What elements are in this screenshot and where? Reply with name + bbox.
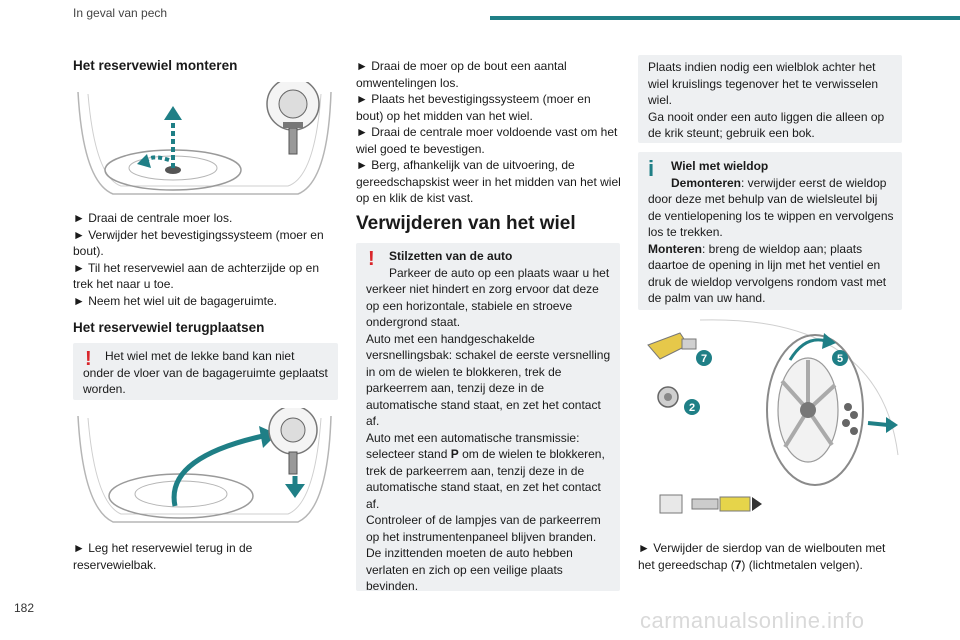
watermark: carmanualsonline.info [640,608,865,633]
warning-box-flat-tyre [73,343,338,400]
steps-fix-wheel [356,58,621,207]
badge-7-label: 7 [700,353,708,365]
badge-5-label: 5 [836,353,844,365]
steps-mount-spare [73,210,338,309]
info-box-wheel-cap [638,152,902,310]
warning-exclamation-icon: ! [368,248,375,270]
header-accent-bar [490,16,960,20]
step-remove-trim-caps: ► Verwijder de sierdop van de wielbouten met het gereedschap (7) (lichtmetalen velgen). [638,541,886,572]
step-mount-1: ► Draai de centrale moer los. [73,211,233,225]
note-wheel-chock-line-2: Ga nooit onder een auto liggen die alleen op de krik steunt; gebruik een bok. [648,109,885,140]
step-fix-1: ► Draai de moer op de bout een aantal omwentelingen los. [356,59,567,90]
heading-remove-wheel: Verwijderen van het wiel [356,213,576,234]
step-mount-4: ► Neem het wiel uit de bagageruimte. [73,293,277,308]
step-fix-4: ► Berg, afhankelijk van de uitvoering, de gereedschapskist weer in het midden van het wiel op en klik de kist vast. [356,158,621,205]
page-number: 182 [14,601,35,615]
warning-parking-line-3: Controleer of de lampjes van de parkeerrem op het instrumentenpaneel blijven branden. [366,513,601,544]
note-box-wheel-chock [638,55,902,143]
running-header: In geval van pech [73,6,168,20]
warning-parking-line-2: Auto met een handgeschakelde versnellingsbak: schakel de eerste versnelling in om de wielen te blokkeren, trek de parkeerrem aan, tenzij deze in de automatische stand staat, en zet het contact af. [366,331,611,428]
illustration-wheel-bolts [640,315,902,530]
warning-parking-line-4: De inzittenden moeten de auto hebben verlaten en zich op een veilige plaats bevinden. [366,546,573,593]
heading-return-spare: Het reservewiel terugplaatsen [73,320,265,335]
step-mount-3: ► Til het reservewiel aan de achterzijde op en trek het naar u toe. [73,260,320,291]
info-wheel-cap-mount: Monteren: breng de wieldop aan; plaats daartoe de opening in lijn met het ventiel en druk de wieldop vervolgens rondom vast met de palm van uw hand. [648,241,887,305]
warning-box-parking [356,243,620,591]
note-wheel-chock-line-1: Plaats indien nodig een wielblok achter het wiel kruislings tegenover het te verwisselen wiel. [648,60,879,107]
warning-parking-title: Stilzetten van de auto [389,249,513,263]
heading-mount-spare: Het reservewiel monteren [73,58,238,73]
info-wheel-cap-title: Wiel met wieldop [671,159,769,173]
step-mount-2: ► Verwijder het bevestigingssysteem (moer en bout). [73,227,324,258]
step-fix-3: ► Draai de centrale moer voldoende vast om het wiel goed te bevestigen. [356,125,618,156]
info-icon: i [648,156,655,181]
warning-parking-line-1: Parkeer de auto op een plaats waar u het verkeer niet hindert en zorg ervoor dat deze op een horizontale, stabiele en stroeve ondergrond staat. [366,265,610,329]
info-wheel-cap-remove: Demonteren: verwijder eerst de wieldop door deze met behulp van de wielsleutel bij de ventielopening los te wippen en vervolgens los te trekken. [648,175,894,239]
warning-parking-automatic: Auto met een automatische transmissie: selecteer stand P om de wielen te blokkeren, trek de parkeerrem aan, tenzij deze in de automatische stand staat, en zet het contact af. [366,430,605,511]
step-fix-2: ► Plaats het bevestigingssysteem (moer en bout) op het midden van het wiel. [356,92,591,123]
step-return-spare: ► Leg het reservewiel terug in de reservewielbak. [73,541,253,572]
badge-2-label: 2 [688,402,696,414]
warning-flat-tyre-text: Het wiel met de lekke band kan niet onder de vloer van de bagageruimte geplaatst worden. [83,349,328,396]
illustration-spare-wheel-return [73,408,337,530]
warning-exclamation-icon: ! [85,348,92,370]
illustration-spare-wheel-removal [73,82,337,202]
